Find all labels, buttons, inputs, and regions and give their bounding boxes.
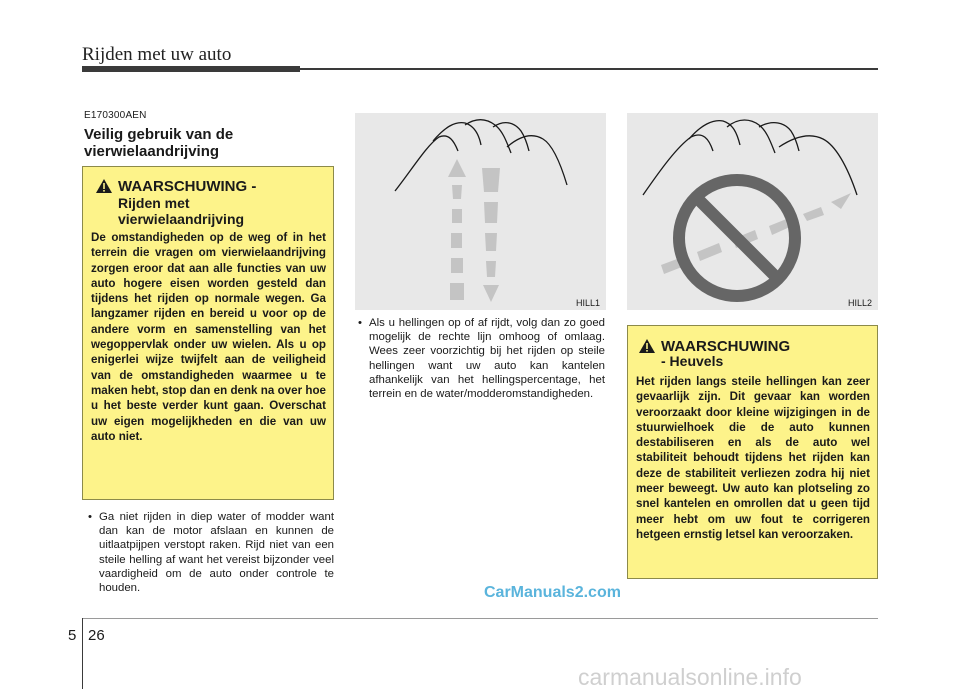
warning-box-hills — [627, 325, 878, 579]
figure-label-hill2: HILL2 — [848, 298, 873, 308]
bullet-icon: • — [358, 317, 362, 329]
warning-title: WAARSCHUWING - — [118, 178, 257, 195]
figure-label-hill1: HILL1 — [576, 298, 601, 308]
page-section-number: 5 — [68, 627, 77, 644]
header-rule — [300, 68, 878, 70]
page-number: 26 — [88, 627, 105, 644]
section-code: E170300AEN — [84, 110, 147, 121]
bullet-text: Als u hellingen op of af rijdt, volg dan zo goed mogelijk de rechte lijn omhoog of omlaag. Wees zeer voorzichtig bij het rijden op steile hellingen want uw auto kan kantelen afhankelijk van het hellingspercentage, het terrein en de water/modderomstandigheden. — [369, 317, 605, 401]
bullet-slopes — [358, 316, 605, 401]
footer-divider — [82, 618, 83, 689]
warning-subtitle: Rijden met — [118, 195, 190, 211]
footer-rule — [82, 618, 878, 619]
bullet-deep-water — [88, 510, 334, 595]
warning-body: De omstandigheden op de weg of in het terrein die vragen om vierwielaandrijving zorgen eroor dat aan alle functies van uw auto hogere eisen worden gesteld dan tijdens het rijden op normale wegen. Ga langzamer rijden en bereid u voor op de andere vorm en samenstelling van het wegoppervlak onder uw wielen. Als u op enigerlei wijze twijfelt aan de veiligheid van de omstandigheden waarmee u te maken hebt, stop dan en denk na over hoe u het beste verder kunt gaan. Overschat uw eigen mogelijkheden en die van uw auto niet. — [91, 231, 326, 443]
watermark-carmanuals2: CarManuals2.com — [484, 584, 621, 601]
header-bar — [82, 66, 300, 72]
figure-hill-diagonal — [627, 113, 878, 310]
section-title: Veilig gebruik van de vierwielaandrijving — [84, 126, 234, 160]
bullet-icon: • — [88, 511, 92, 523]
warning-subtitle-2: vierwielaandrijving — [118, 211, 245, 227]
watermark-carmanualsonline: carmanualsonline.info — [578, 664, 802, 690]
figure-hill-straight — [355, 113, 606, 310]
hill-straight-illustration — [355, 113, 606, 310]
hill-diagonal-illustration — [627, 113, 878, 310]
chapter-title: Rijden met uw auto — [82, 44, 232, 65]
warning-box-4wd — [82, 166, 334, 500]
warning-triangle-icon — [95, 178, 113, 194]
warning-body: Het rijden langs steile hellingen kan zeer gevaarlijk zijn. Dit gevaar kan worden veroorzaakt door kleine wijzigingen in de stuurwielhoek die de auto kunnen destabiliseren en als de auto wel stabiliteit behoudt tijdens het rijden kan deze de stabiliteit verliezen zodra hij niet meer beweegt. Uw auto kan plotseling zo snel kantelen en omrollen dat u geen tijd meer hebt om uw fout te corrigeren hetgeen ernstig letsel kan veroorzaken. — [636, 375, 870, 541]
warning-title: WAARSCHUWING — [661, 338, 791, 355]
warning-subtitle: - Heuvels — [661, 353, 724, 369]
warning-triangle-icon — [638, 338, 656, 354]
bullet-text: Ga niet rijden in diep water of modder want dan kan de motor afslaan en kunnen de uitlaatpijpen verstopt raken. Rijd niet van een steile helling af want het vereist bijzonder veel vaardigheid om de auto onder controle te houden. — [99, 511, 334, 595]
